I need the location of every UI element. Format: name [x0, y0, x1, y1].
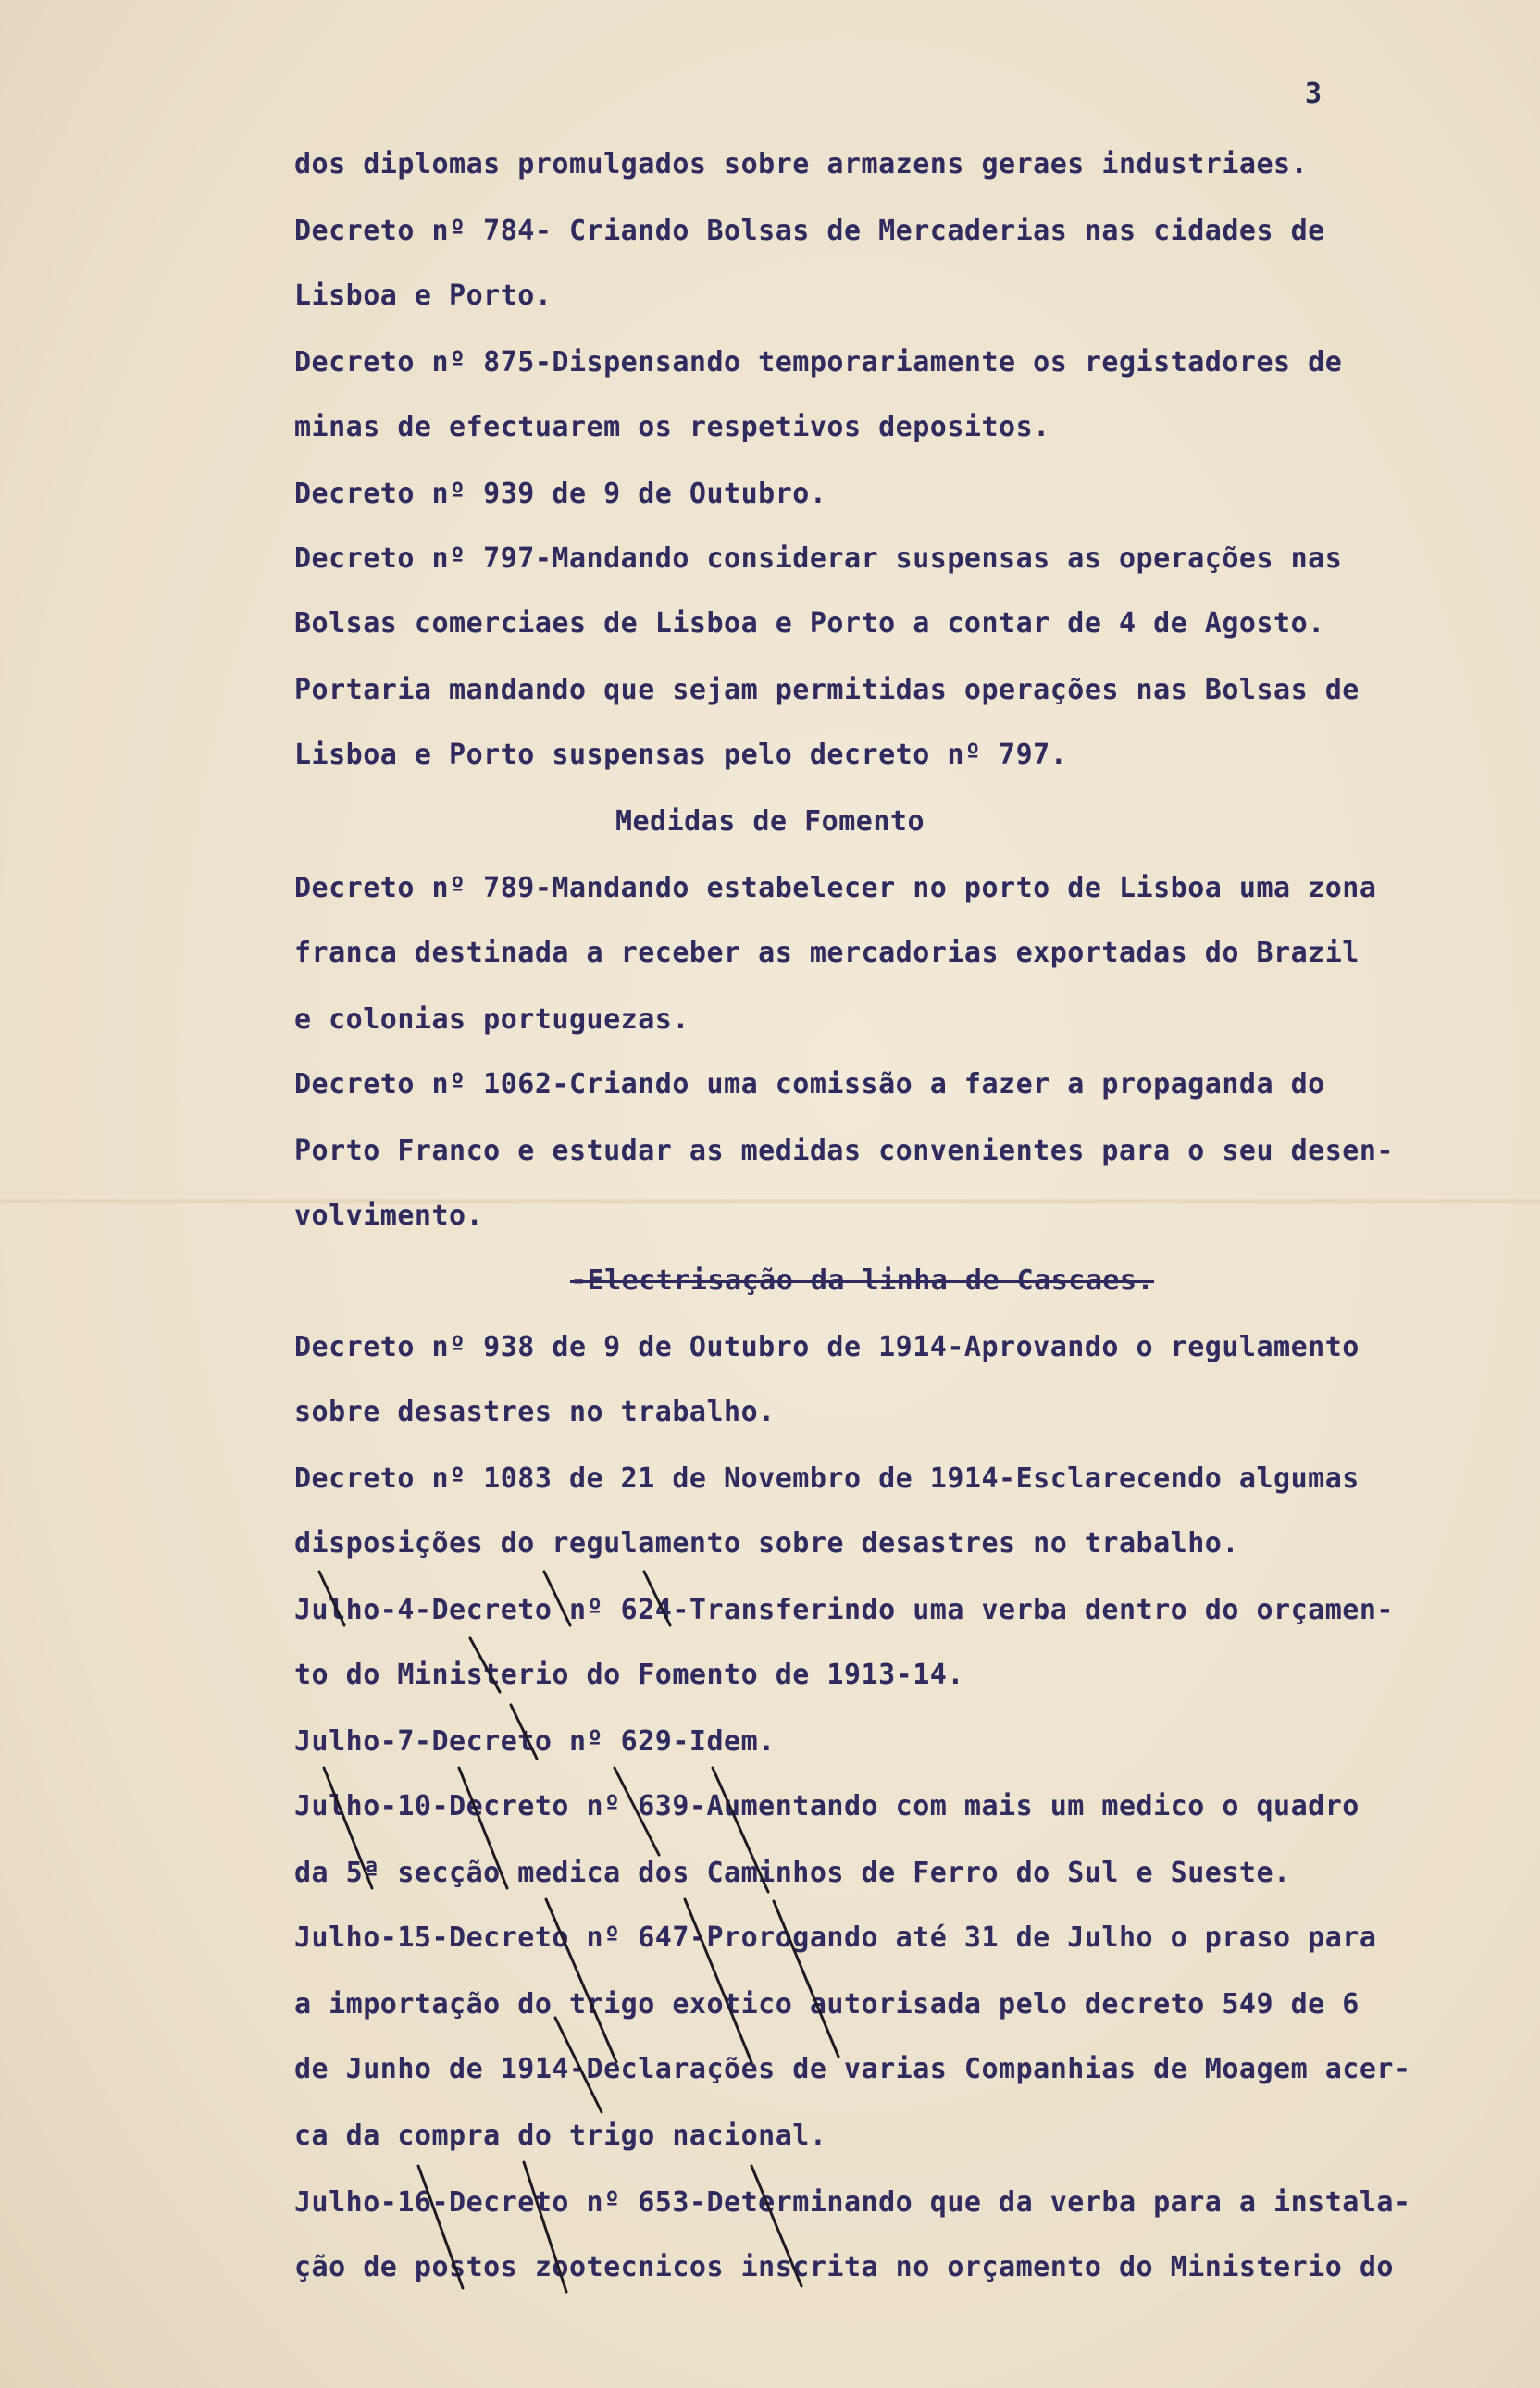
section-heading: Medidas de Fomento [615, 805, 925, 838]
strike-mark [470, 1638, 500, 1692]
text-line: da 5ª secção medica dos Caminhos de Ferro do Sul e Sueste. [294, 1857, 1291, 1889]
text-line: ca da compra do trigo nacional. [294, 2120, 827, 2152]
strike-mark [644, 1572, 670, 1625]
text-line: minas de efectuarem os respetivos depositos. [294, 411, 1050, 443]
text-line: Decreto nº 1083 de 21 de Novembro de 1914-Esclarecendo algumas [294, 1462, 1360, 1495]
text-line: to do Ministerio do Fomento de 1913-14. [294, 1659, 964, 1691]
text-line: ção de postos zootecnicos inscrita no orçamento do Ministerio do [294, 2251, 1394, 2283]
text-line: Decreto nº 784- Criando Bolsas de Mercaderias nas cidades de [294, 215, 1325, 247]
text-line: Decreto nº 797-Mandando considerar suspensas as operações nas [294, 542, 1343, 575]
text-line: sobre desastres no trabalho. [294, 1396, 776, 1428]
text-line: Julho-4-Decreto nº 624-Transferindo uma verba dentro do orçamen- [294, 1594, 1394, 1626]
text-line: Decreto nº 789-Mandando estabelecer no porto de Lisboa uma zona [294, 872, 1377, 904]
text-line: Porto Franco e estudar as medidas convenientes para o seu desen- [294, 1135, 1394, 1167]
strike-mark [555, 2018, 602, 2112]
text-line: e colonias portuguezas. [294, 1003, 689, 1036]
strike-mark [615, 1768, 659, 1855]
text-line: franca destinada a receber as mercadorias exportadas do Brazil [294, 937, 1360, 969]
text-line: Lisboa e Porto suspensas pelo decreto nº 797. [294, 739, 1068, 771]
text-line: volvimento. [294, 1200, 484, 1232]
text-line: Julho-15-Decreto nº 647-Prorogando até 31 de Julho o praso para [294, 1922, 1377, 1954]
text-line: Lisboa e Porto. [294, 280, 553, 312]
text-line: disposições do regulamento sobre desastres no trabalho. [294, 1527, 1239, 1560]
struck-heading: -Electrisação da linha de Cascaes. [570, 1264, 1155, 1297]
strike-mark [751, 2166, 801, 2286]
text-line: Julho-16-Decreto nº 653-Determinando que da verba para a instala- [294, 2186, 1411, 2219]
strike-mark [713, 1768, 768, 1892]
strike-mark [418, 2166, 463, 2288]
text-line: Bolsas comerciaes de Lisboa e Porto a contar de 4 de Agosto. [294, 607, 1325, 640]
strike-mark [319, 1572, 344, 1625]
page-number: 3 [1305, 78, 1323, 110]
strike-mark [546, 1899, 616, 2062]
text-line: Decreto nº 1062-Criando uma comissão a fazer a propaganda do [294, 1068, 1325, 1101]
text-line: Decreto nº 939 de 9 de Outubro. [294, 478, 827, 510]
text-line: Julho-10-Decreto nº 639-Aumentando com mais um medico o quadro [294, 1790, 1360, 1822]
text-line: dos diplomas promulgados sobre armazens geraes industriaes. [294, 148, 1309, 180]
strike-mark [544, 1572, 570, 1625]
strike-mark [459, 1768, 507, 1888]
strike-mark [324, 1768, 372, 1888]
text-line: Decreto nº 875-Dispensando temporariamente os registadores de [294, 346, 1343, 379]
text-line: Julho-7-Decreto nº 629-Idem. [294, 1725, 776, 1758]
text-line: Portaria mandando que sejam permitidas operações nas Bolsas de [294, 674, 1360, 706]
text-line: de Junho de 1914-Declarações de varias Companhias de Moagem acer- [294, 2053, 1411, 2085]
strike-mark [774, 1901, 838, 2057]
strike-mark [685, 1899, 751, 2062]
strike-mark [511, 1705, 537, 1759]
strike-mark [524, 2162, 566, 2292]
text-line: a importação do trigo exotico autorisada pelo decreto 549 de 6 [294, 1988, 1360, 2021]
text-line: Decreto nº 938 de 9 de Outubro de 1914-Aprovando o regulamento [294, 1331, 1360, 1363]
